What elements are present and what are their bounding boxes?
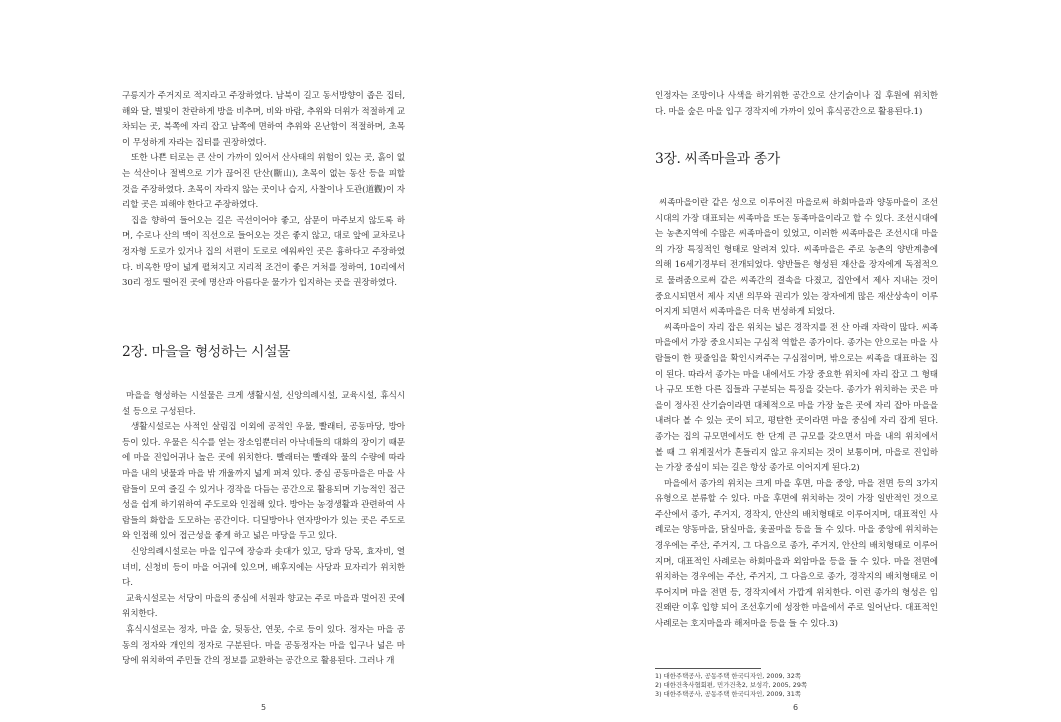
footnote-1: 1) 대한주택공사, 공동주택 한국디자인, 2009, 32쪽 xyxy=(655,672,801,680)
left-paragraph-3: 집을 향하여 들어오는 길은 곡선이어야 좋고, 삼문이 마주보지 않도록 하며, 수로나 산의 맥이 직선으로 들어오는 것은 좋지 않고, 대로 앞에 교차로나 정자형 도로가 있거나 집의 서편이 도로로 에워싸인 곳은 흉하다고 주장하였다. 비옥한 땅이 넓게 펼쳐지고 지리적 조건이 좋은 거처를 정하여, 10리에서 30리 정도 떨어진 곳에 명산과 아름다운 물가가 입지하는 곳을 권장하였다. xyxy=(122,215,405,289)
left-section-paragraph-2: 생활시설로는 사적인 살림집 이외에 공적인 우물, 빨래터, 공동마당, 방아 등이 있다. 우물은 식수를 얻는 장소임뿐더러 아낙네들의 대화의 장이기 때문에 마을 진입어귀나 높은 곳에 위치한다. 빨래터는 빨래와 물의 수량에 따라 마을 내의 냇물과 마을 밖 개울까지 넓게 퍼져 있다. 중심 공동마을은 마을 사람들이 모여 즐길 수 있거나 경작을 다듬는 공간으로 활용되며 기능적인 접근성을 쉽게 하기위하여 주도로와 인접해 있다. 방아는 농경생활과 관련하여 사람들의 화합을 도모하는 공간이다. 디딜방아나 연자방아가 있는 곳은 주도로와 인접해 있어 접근성을 좋게 하고 넓은 마당을 두고 있다. xyxy=(122,422,405,542)
right-section-paragraph-1: 씨족마을이란 같은 성으로 이루어진 마을로써 하회마을과 양동마을이 조선시대의 가장 대표되는 씨족마을 또는 동족마을이라고 할 수 있다. 조선시대에는 농촌지역에 수많은 씨족마을이 있었고, 이러한 씨족마을은 조선시대 마을의 가장 특징적인 형태로 알려져 있다. 씨족마을은 주로 농촌의 양반계층에 의해 16세기경부터 전개되었다. 양반들은 형성된 재산을 장자에게 독점적으로 물려줌으로써 같은 씨족간의 결속을 다졌고, 집안에서 제사 지내는 것이 중요시되면서 제사 지낸 의무와 권리가 있는 장자에게 많은 재산상속이 이루어지게 되면서 씨족마을은 더욱 번성하게 되었다. xyxy=(655,198,938,318)
left-section-title: 2장. 마을을 형성하는 시설물 xyxy=(122,344,291,360)
footnote-3: 3) 대한주택공사, 공동주택 한국디자인, 2009, 31쪽 xyxy=(655,690,801,698)
left-section-paragraph-1: 마을을 형성하는 시설물은 크게 생활시설, 신앙의례시설, 교육시설, 휴식시설 등으로 구성된다. xyxy=(122,391,405,417)
left-paragraph-1: 구릉지가 주거지로 적지라고 주장하였다. 남북이 길고 동서방향이 좁은 집터, 해와 달, 별빛이 찬란하게 방을 비추며, 비와 바람, 추위와 더위가 적절하게 교차되는 곳, 북쪽에 자리 잡고 남쪽에 면하여 추위와 온난함이 적절하며, 초목이 무성하게 자라는 집터를 권장하였다. xyxy=(122,91,405,148)
left-section-paragraph-3: 신앙의례시설로는 마을 입구에 장승과 솟대가 있고, 당과 당목, 효자비, 열녀비, 신청비 등이 마을 어귀에 있으며, 배후지에는 사당과 묘자리가 위치한다. xyxy=(122,546,405,589)
right-section-title: 3장. 씨족마을과 종가 xyxy=(655,151,780,167)
left-paragraph-2: 또한 나쁜 터로는 큰 산이 가까이 있어서 산사태의 위험이 있는 곳, 흙이 없는 석산이나 절벽으로 기가 끊어진 단산(斷山), 초목이 없는 동산 등을 피할 것을 주장하였다. 초목이 자라지 않는 곳이나 습지, 사찰이나 도관(道觀)이 자리할 곳은 피해야 한다고 주장하였다. xyxy=(122,153,405,211)
left-section-body xyxy=(122,389,405,670)
left-body xyxy=(122,89,405,292)
right-section-body xyxy=(655,196,938,633)
right-section-paragraph-2: 씨족마을이 자리 잡은 위치는 넓은 경작지를 전 산 아래 자락이 많다. 씨족마을에서 가장 중요시되는 구심적 역할은 종가이다. 종가는 안으로는 마을 사람들이 한 핏줄임을 확인시켜주는 구심점이며, 밖으로는 씨족을 대표하는 집이 된다. 따라서 종가는 마을 내에서도 가장 중요한 위치에 자리 잡고 그 형태나 규모 또한 다른 집들과 구분되는 특징을 갖는다. 종가가 위치하는 곳은 마을이 정사진 산기슭이라면 대체적으로 마을 가장 높은 곳에 자리 잡아 마을을 내려다 볼 수 있는 곳이 되고, 평탄한 곳이라면 마을 중심에 자리 잡게 된다. 종가는 집의 규모면에서도 한 단계 큰 규모를 갖으면서 마을 내의 위치에서 볼 때 그 위계질서가 흔들리지 않고 유지되는 것이 보통이며, 마을로 진입하는 가장 중심이 되는 길은 항상 종가로 이어지게 된다.2) xyxy=(655,322,938,474)
footnotes xyxy=(655,672,938,699)
right-intro-paragraph: 인정자는 조망이나 사색을 하기위한 공간으로 산기슭이나 집 후원에 위치한다. 마을 숲은 마을 입구 경작지에 가까이 있어 휴식공간으로 활용된다.1) xyxy=(655,91,938,117)
left-section-paragraph-5: 휴식시설로는 정자, 마을 숲, 뒷동산, 연못, 수로 등이 있다. 정자는 마을 공동의 정자와 개인의 정자로 구분된다. 마을 공동정자는 마을 입구나 넓은 마당에 위치하여 주민들 간의 정보를 교환하는 공간으로 활용된다. 그러나 개 xyxy=(122,624,405,667)
left-section-paragraph-4: 교육시설로는 서당이 마을의 중심에 서원과 향교는 주로 마을과 멀어진 곳에 위치한다. xyxy=(122,593,405,620)
footnote-2: 2) 대한건축사협회편, 민가건축2, 보성각, 2005, 29쪽 xyxy=(655,681,808,689)
left-page-number: 5 xyxy=(261,703,267,712)
footnote-divider xyxy=(655,668,761,669)
right-section-paragraph-3: 마을에서 종가의 위치는 크게 마을 후면, 마을 중앙, 마을 전면 등의 3가지 유형으로 분류할 수 있다. 마을 후면에 위치하는 것이 가장 일반적인 것으로 주산에서 종가, 주거지, 경작지, 안산의 배치형태로 이루어지며, 대표적인 사례로는 양동마을, 닭실마을, 옻골마을 등을 들 수 있다. 마을 중앙에 위치하는 경우에는 주산, 주거지, 그 다음으로 종가, 주거지, 안산의 배치형태로 이루어지며, 대표적인 사례로는 하회마을과 외암마을 등을 들 수 있다. 마을 전면에 위치하는 경우에는 주산, 주거지, 그 다음으로 종가, 경작지의 배치형태로 이루어지며 마을 전면 등, 경작지에서 가깝게 위치한다. 이런 종가의 형성은 임진왜란 이후 입향 되어 조선후기에 성장한 마을에서 주로 일어난다. 대표적인 사례로는 호지마을과 해저마을 등을 들 수 있다.3) xyxy=(655,478,938,630)
right-page-number: 6 xyxy=(793,703,799,712)
